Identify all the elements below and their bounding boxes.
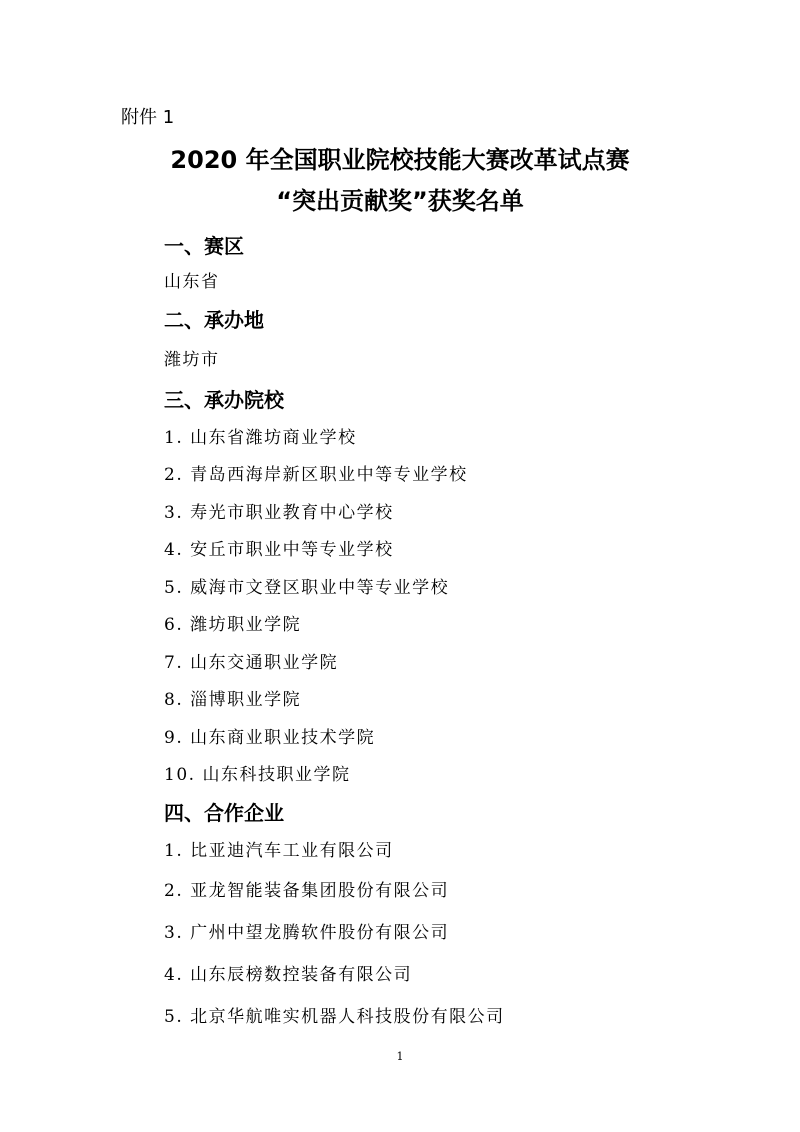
list-item: 2. 青岛西海岸新区职业中等专业学校 [164,465,468,485]
list-item: 潍坊市 [164,350,220,370]
page-number: 1 [396,1050,404,1063]
list-item: 2. 亚龙智能装备集团股份有限公司 [164,881,450,901]
list-item: 4. 山东辰榜数控装备有限公司 [164,965,413,985]
document-title-line-1: 2020 年全国职业院校技能大赛改革试点赛 [170,146,630,174]
list-item: 1. 山东省潍坊商业学校 [164,428,357,448]
list-item: 9. 山东商业职业技术学院 [164,728,376,748]
list-item: 5. 威海市文登区职业中等专业学校 [164,578,450,598]
list-item: 8. 淄博职业学院 [164,690,302,710]
attachment-label: 附件 1 [121,107,175,128]
list-item: 3. 广州中望龙腾软件股份有限公司 [164,923,450,943]
section-heading-host-schools: 三、承办院校 [164,388,284,412]
list-item: 3. 寿光市职业教育中心学校 [164,503,394,523]
list-item: 4. 安丘市职业中等专业学校 [164,540,394,560]
list-item: 6. 潍坊职业学院 [164,615,302,635]
list-item: 5. 北京华航唯实机器人科技股份有限公司 [164,1007,505,1027]
section-heading-host-city: 二、承办地 [164,308,264,332]
document-title-line-2: “突出贡献奖”获奖名单 [276,187,524,215]
list-item: 1. 比亚迪汽车工业有限公司 [164,841,394,861]
section-heading-region: 一、赛区 [164,234,244,258]
list-item: 山东省 [164,272,220,292]
list-item: 7. 山东交通职业学院 [164,653,339,673]
list-item: 10. 山东科技职业学院 [164,765,351,785]
section-heading-partner-companies: 四、合作企业 [164,801,284,825]
